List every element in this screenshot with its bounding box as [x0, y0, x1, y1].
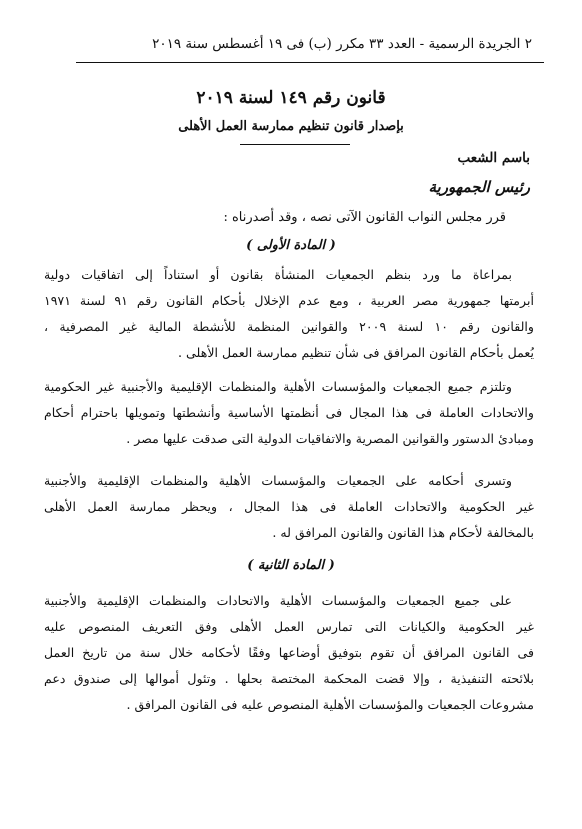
- header-rule: [76, 62, 544, 63]
- article-1-paragraph-3: [44, 468, 534, 546]
- text-line: يُعمل بأحكام القانون المرافق فى شأن تنظيم ممارسة العمل الأهلى .: [178, 345, 534, 360]
- text-line: مشروعات الجمعيات والمؤسسات الأهلية المنصوص عليه فى القانون المرافق .: [126, 697, 534, 712]
- text-line: بمراعاة ما ورد بنظم الجمعيات المنشأة بقانون أو استناداً إلى اتفاقيات دولية: [44, 267, 512, 282]
- text-line: ومبادئ الدستور والقوانين المصرية والاتفاقيات الدولية التى صدقت عليها مصر .: [126, 431, 534, 446]
- text-line: بالمخالفة لأحكام هذا القانون والقانون المرافق له .: [272, 525, 534, 540]
- article-2-heading: ( المادة الثانية ): [247, 558, 335, 573]
- in-the-name-of-the-people: باسم الشعب: [457, 150, 530, 166]
- text-line: أبرمتها جمهورية مصر العربية ، ومع عدم الإخلال بأحكام القانون رقم ٩١ لسنة ١٩٧١: [44, 293, 534, 308]
- text-line: على جميع الجمعيات والمؤسسات الأهلية والاتحادات والمنظمات الإقليمية والأجنبية: [44, 593, 512, 608]
- text-line: والقانون رقم ١٠ لسنة ٢٠٠٩ والقوانين المنظمة للأنشطة المالية غير المصرفية ،: [44, 319, 534, 334]
- text-line: فى القانون المرافق أن تقوم بتوفيق أوضاعها وفقًا لأحكامه خلال سنة من تاريخ العمل: [44, 645, 534, 660]
- president-heading: رئيس الجمهورية: [428, 178, 530, 196]
- text-line: غير الحكومية والاتحادات العاملة فى هذا المجال ، ويحظر ممارسة العمل الأهلى: [44, 499, 534, 514]
- title-rule: [240, 144, 350, 145]
- text-line: بلائحته التنفيذية ، وإلا قضت المحكمة المختصة بحلها . وتئول أموالها إلى صندوق دعم: [44, 671, 534, 686]
- running-head: ٢ الجريدة الرسمية - العدد ٣٣ مكرر (ب) فى ١٩ أغسطس سنة ٢٠١٩: [152, 36, 532, 52]
- article-1-paragraph-2: [44, 374, 534, 452]
- article-1-heading: ( المادة الأولى ): [246, 238, 336, 253]
- article-1-paragraph-1: [44, 262, 534, 366]
- text-line: والاتحادات العاملة فى هذا المجال فى أنظمتها الأساسية وأنشطتها وتمويلها باحترام أحكام: [44, 405, 534, 420]
- text-line: وتلتزم جميع الجمعيات والمؤسسات الأهلية والمنظمات الإقليمية والأجنبية غير الحكومية: [44, 379, 512, 394]
- law-title: قانون رقم ١٤٩ لسنة ٢٠١٩: [196, 88, 386, 108]
- decree-statement: قرر مجلس النواب القانون الآتى نصه ، وقد أصدرناه :: [223, 210, 506, 225]
- text-line: غير الحكومية والكيانات التى تمارس العمل الأهلى وفق التعريف المنصوص عليه: [44, 619, 534, 634]
- law-subtitle: بإصدار قانون تنظيم ممارسة العمل الأهلى: [178, 119, 404, 134]
- text-line: وتسرى أحكامه على الجمعيات والمؤسسات الأهلية والمنظمات الإقليمية والأجنبية: [44, 473, 512, 488]
- article-2-paragraph-1: [44, 588, 534, 718]
